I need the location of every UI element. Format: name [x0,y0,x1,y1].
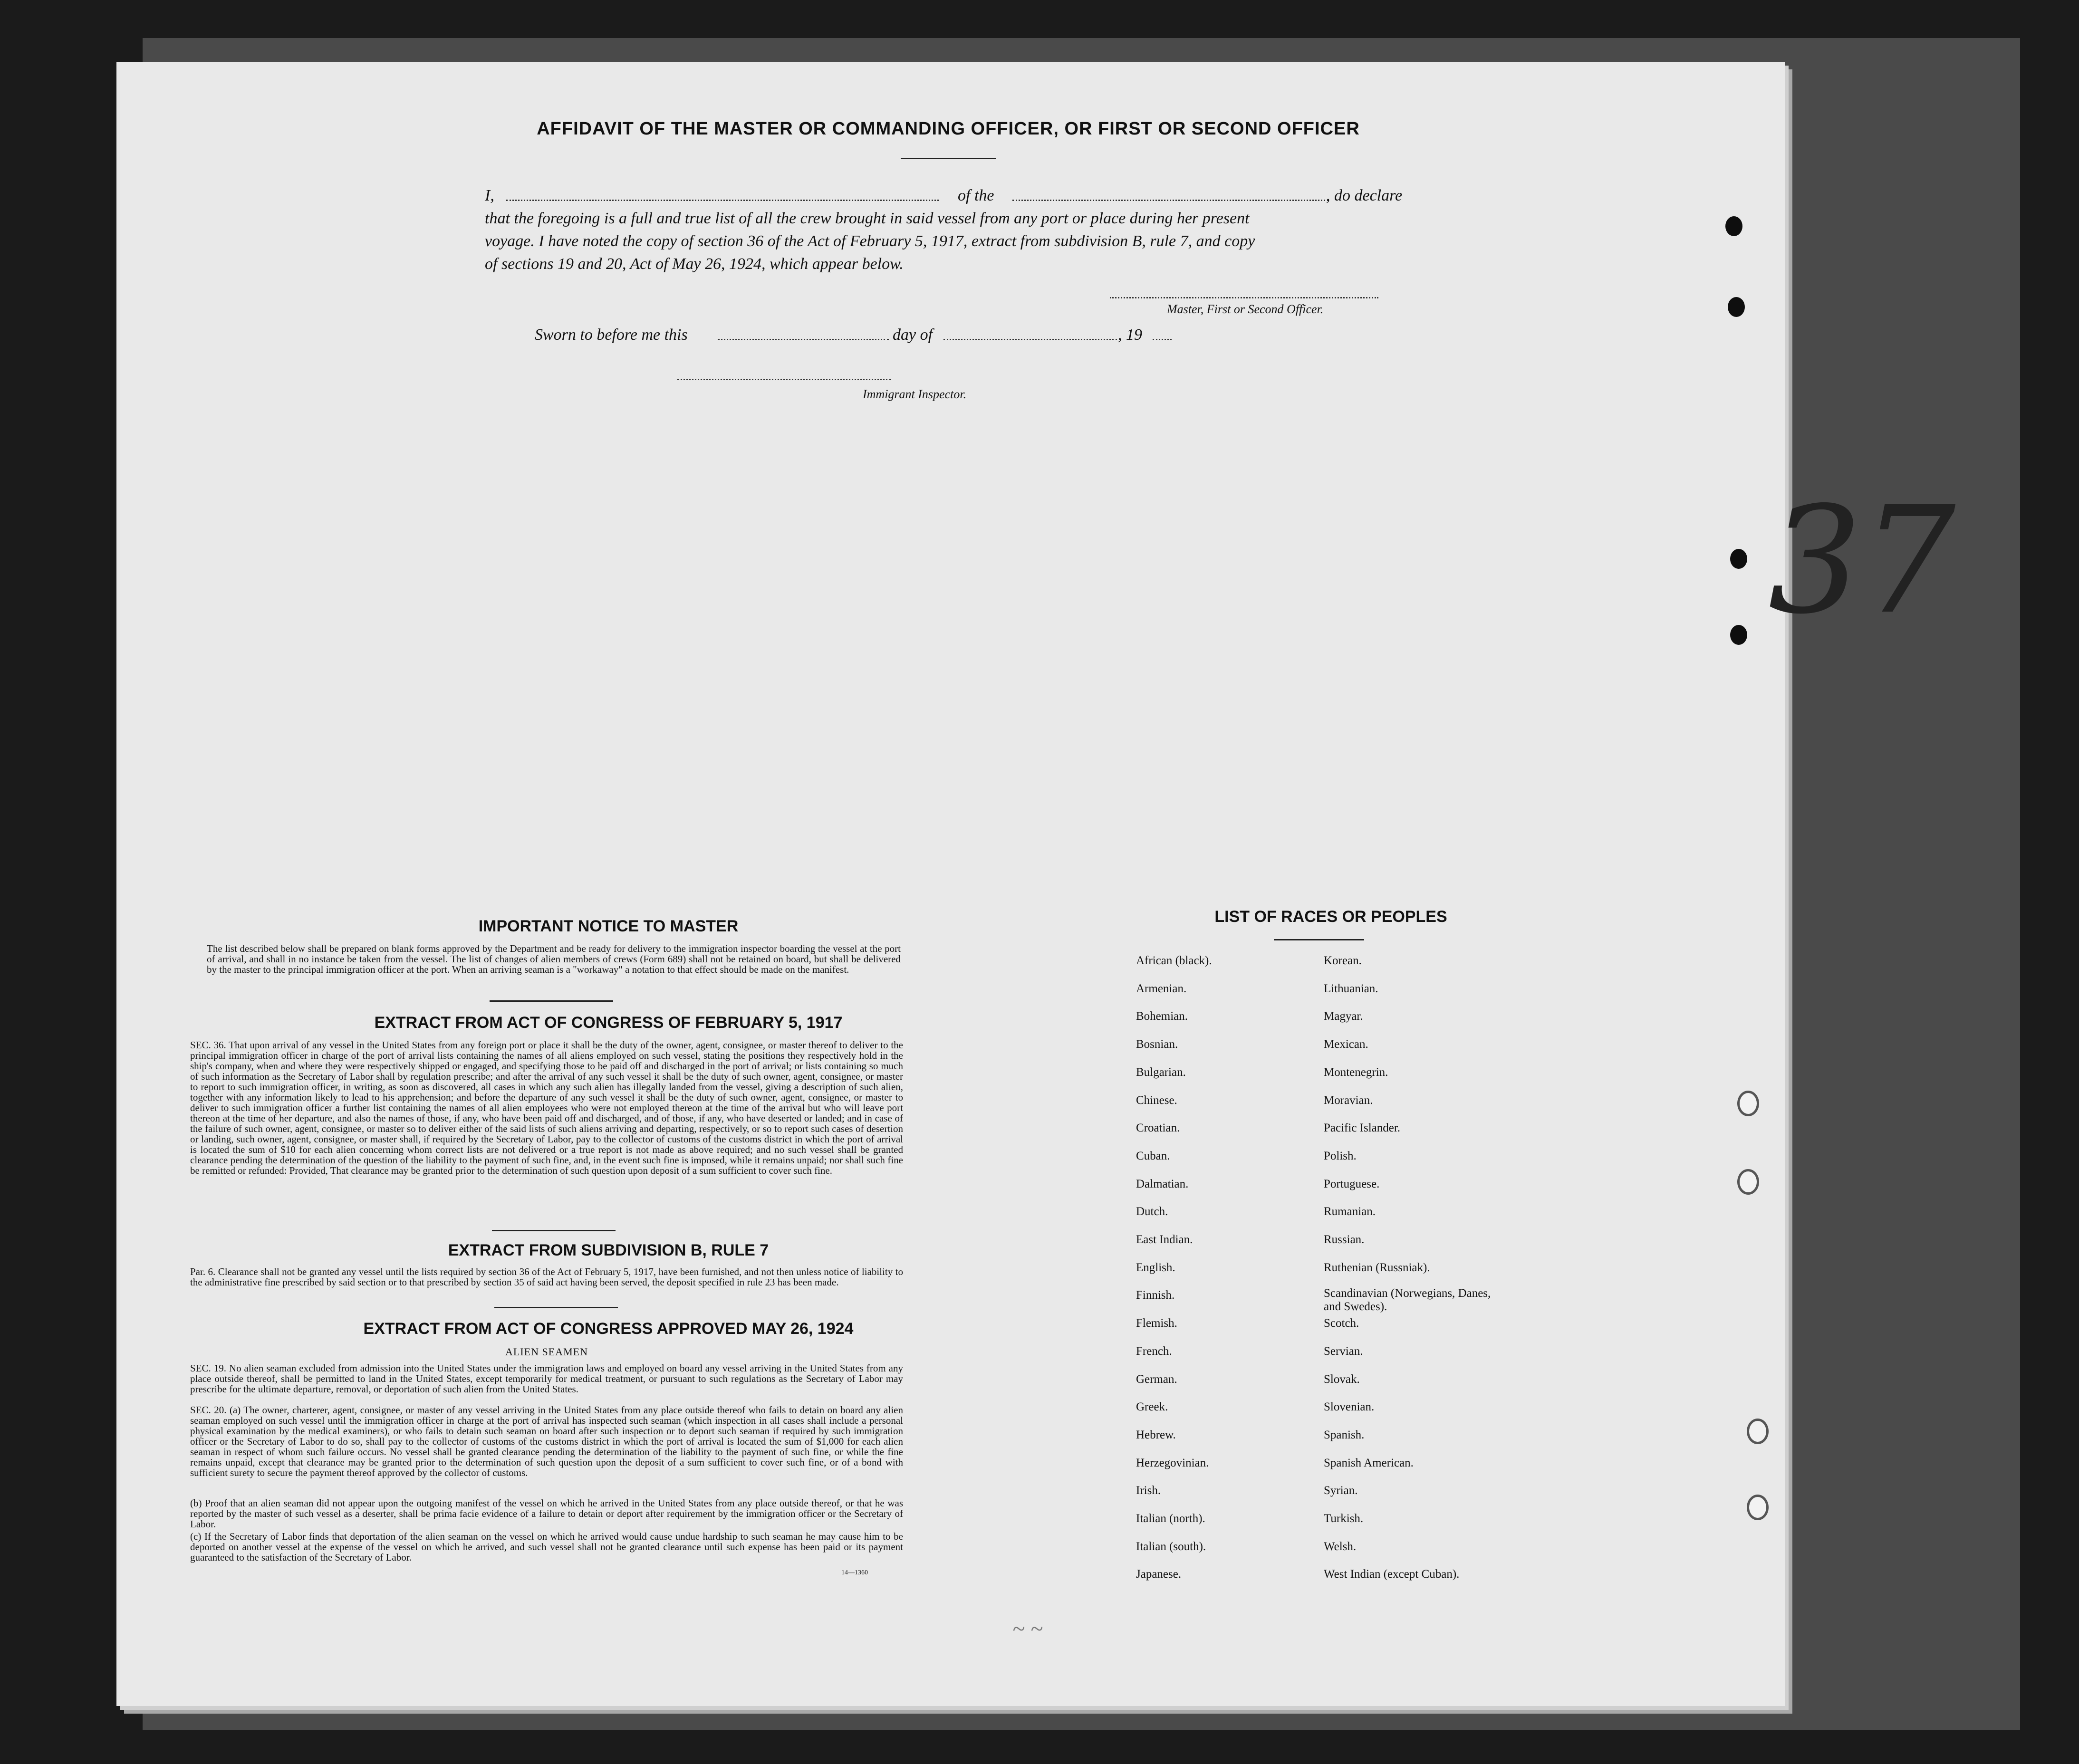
reinforcement-ring-icon [1737,1091,1759,1116]
race-item: African (black). [1136,954,1212,967]
race-item: Slovak. [1324,1373,1360,1386]
race-item: Flemish. [1136,1317,1177,1330]
extract-1917-divider [492,1230,616,1231]
alien-seamen-subtitle: ALIEN SEAMEN [505,1346,588,1358]
race-item: Italian (north). [1136,1512,1205,1525]
master-signature-line [1110,297,1378,298]
race-item: Dutch. [1136,1205,1168,1218]
vessel-blank [1012,200,1328,201]
affidavit-line-2: that the foregoing is a full and true list of all the crew brought in said vessel from any port or place during her present [485,210,1250,227]
reinforcement-ring-icon [1737,1169,1759,1195]
race-item: Turkish. [1324,1512,1364,1525]
race-item: Scotch. [1324,1317,1359,1330]
race-item: Finnish. [1136,1289,1175,1302]
race-item: Portuguese. [1324,1178,1380,1190]
race-item: Bulgarian. [1136,1066,1186,1079]
race-item: Cuban. [1136,1150,1170,1162]
extract-1924-title: EXTRACT FROM ACT OF CONGRESS APPROVED MAY 26, 1924 [363,1320,854,1338]
sworn-year: , 19 [1118,326,1142,344]
sec-20a-body: SEC. 20. (a) The owner, charterer, agent, consignee, or master of any vessel arriving in the United States from any place outside thereof who fails to detain on board any alien seaman employed on such vessel until the immigration officer in charge at the port of arrival has inspected such seaman (which inspection in all cases shall include a personal physical examination by the medical examiners), or who fails to detain such seaman on board after such inspection or to deport such seaman if required by such immigration officer or the Secretary of Labor to do so, shall pay to the collector of customs of the customs district in which the port of arrival is located the sum of $1,000 for each alien seaman in respect of whom such failure occurs. No vessel shall be granted clearance pending the determination of the liability to the payment of such fine, or while the fine remains unpaid, except that clearance may be granted prior to the determination of such question upon the deposit of a sum sufficient to cover such fine, or of a bond with sufficient surety to secure the payment thereof approved by the collector of customs. [190,1404,903,1478]
name-blank [506,200,939,201]
affidavit-line-3: voyage. I have noted the copy of section 36 of the Act of February 5, 1917, extract from subdivision B, rule 7, and copy [485,232,1255,250]
sworn-year-blank [1153,339,1172,340]
notice-body: The list described below shall be prepared on blank forms approved by the Department and be ready for delivery to the immigration inspector boarding the vessel at the port of arrival, and shall in no instance be taken from the vessel. The list of changes of alien members of crews (Form 689) shall not be retained on board, but shall be delivered by the master to the principal immigration officer at the port. When an arriving seaman is a "workaway" a notation to that effect should be made on the manifest. [207,943,901,975]
race-item: Irish. [1136,1484,1161,1497]
reinforcement-ring-icon [1747,1495,1769,1520]
race-item: Chinese. [1136,1094,1177,1107]
affidavit-line-4: of sections 19 and 20, Act of May 26, 1924, which appear below. [485,255,904,273]
race-item: Lithuanian. [1324,982,1378,995]
handwritten-number: 37 [1768,475,1956,647]
binder-hole-icon [1730,549,1747,569]
binder-hole-icon [1725,216,1742,236]
race-item: French. [1136,1345,1172,1358]
race-item: Croatian. [1136,1122,1180,1134]
margin-scribble: ~ ~ [1012,1616,1043,1641]
race-item: Herzegovinian. [1136,1457,1209,1469]
sec-20b-body: (b) Proof that an alien seaman did not appear upon the outgoing manifest of the vessel on which he arrived in the United States from any place outside thereof, or that he was reported by the master of such vessel as a deserter, shall be prima facie evidence of a failure to detain or deport after requirement by the immigration officer or the Secretary of Labor. [190,1497,903,1530]
sec-20c-body: (c) If the Secretary of Labor finds that deportation of the alien seaman on the vessel on which he arrived would cause undue hardship to such seaman he may cause him to be deported on another vessel at the expense of the vessel on which he arrived, and such vessel shall not be granted clearance until such expense has been paid or its payment guaranteed to the satisfaction of the Secretary of Labor. [190,1531,903,1563]
races-title: LIST OF RACES OR PEOPLES [1214,908,1447,926]
race-item: Italian (south). [1136,1540,1206,1553]
form-number: 14—1360 [841,1569,868,1576]
race-item: Dalmatian. [1136,1178,1189,1190]
race-item: Mexican. [1324,1038,1368,1051]
sec-19-body: SEC. 19. No alien seaman excluded from admission into the United States under the immigration laws and employed on board any vessel arriving in the United States from any place outside thereof, shall be permitted to land in the United States, except temporarily for medical treatment, or pursuant to such regulations as the Secretary of Labor may prescribe for the ultimate departure, removal, or deportation of such alien from the United States. [190,1362,903,1395]
race-item: Greek. [1136,1400,1168,1413]
sworn-day-blank [718,339,889,340]
race-item: Moravian. [1324,1094,1373,1107]
sworn-month-blank [943,339,1117,340]
races-title-underline [1274,939,1364,940]
race-item: Rumanian. [1324,1205,1376,1218]
binder-hole-icon [1728,297,1745,317]
race-item: Pacific Islander. [1324,1122,1401,1134]
subdivision-b-title: EXTRACT FROM SUBDIVISION B, RULE 7 [448,1241,769,1259]
notice-title: IMPORTANT NOTICE TO MASTER [478,917,739,935]
race-item: Welsh. [1324,1540,1357,1553]
race-item: Spanish. [1324,1428,1365,1441]
inspector-label: Immigrant Inspector. [863,387,967,401]
notice-divider [490,1000,613,1002]
race-item: Hebrew. [1136,1428,1176,1441]
binder-hole-icon [1730,625,1747,645]
race-item: Spanish American. [1324,1457,1414,1469]
race-item: Montenegrin. [1324,1066,1388,1079]
affidavit-title: AFFIDAVIT OF THE MASTER OR COMMANDING OFFICER, OR FIRST OR SECOND OFFICER [537,119,1360,139]
master-signature-label: Master, First or Second Officer. [1167,302,1324,316]
race-item: Syrian. [1324,1484,1358,1497]
sworn-day-of: day of [893,326,933,344]
race-item: Scandinavian (Norwegians, Danes, and Swedes). [1324,1287,1491,1313]
race-item: Korean. [1324,954,1362,967]
reinforcement-ring-icon [1747,1419,1769,1444]
race-item: Armenian. [1136,982,1187,995]
race-item: Bosnian. [1136,1038,1178,1051]
race-item: East Indian. [1136,1233,1193,1246]
subdivision-b-divider [494,1307,618,1308]
affidavit-i: I, [485,187,494,204]
race-item: Polish. [1324,1150,1357,1162]
affidavit-of-the: of the [958,187,994,204]
race-item: Bohemian. [1136,1010,1188,1023]
race-item: Japanese. [1136,1568,1182,1581]
race-item: English. [1136,1261,1175,1274]
race-item: Slovenian. [1324,1400,1375,1413]
sworn-prefix: Sworn to before me this [535,326,688,344]
race-item: Servian. [1324,1345,1363,1358]
extract-1917-title: EXTRACT FROM ACT OF CONGRESS OF FEBRUARY 5, 1917 [374,1014,843,1032]
affidavit-declare: , do declare [1326,187,1403,204]
race-item: German. [1136,1373,1177,1386]
extract-1917-body: SEC. 36. That upon arrival of any vessel in the United States from any foreign port or place it shall be the duty of the owner, agent, consignee, or master thereof to deliver to the principal immigration officer in charge of the port of arrival lists containing the names of all aliens employed on such vessel, stating the positions they respectively hold in the ship's company, when and where they were respectively shipped or engaged, and specifying those to be paid off and discharged in the port of arrival; or lists containing so much of such information as the Secretary of Labor shall by regulation prescribe; and after the arrival of any such vessel it shall be the duty of such owner, agent, consignee, or master to report to such immigration officer, in writing, as soon as discovered, all cases in which any such alien has illegally landed from the vessel, giving a description of such alien, together with any information likely to lead to his apprehension; and before the departure of any such vessel it shall be the duty of such owner, agent, consignee, or master to deliver to such immigration officer a further list containing the names of all alien employees who were not employed thereon at the time of the arrival but who will leave port thereon at the time of her departure, and also the names of those, if any, who have been paid off and discharged, and of those, if any, who have deserted or landed; and in case of the failure of such owner, agent, consignee, or master so to deliver either of the said lists of such aliens arriving and departing, respectively, or so to report such cases of desertion or landing, such owner, agent, consignee, or master shall, if required by the Secretary of Labor, pay to the collector of customs of the customs district in which the port of arrival is located the sum of $10 for each alien concerning whom correct lists are not delivered or a true report is not made as above required; and no such vessel shall be granted clearance pending the determination of the question of the liability to the payment of such fine, and, in the event such fine is imposed, while it remains unpaid; nor shall such fine be remitted or refunded: Provided, That clearance may be granted prior to the determination of such question upon deposit of a sum sufficient to cover such fine. [190,1039,903,1176]
subdivision-b-body: Par. 6. Clearance shall not be granted any vessel until the lists required by section 36 of the Act of February 5, 1917, have been furnished, and not then unless notice of liability to the administrative fine prescribed by said section or to that prescribed by section 35 of said act having been served, the deposit specified in rule 23 has been made. [190,1266,903,1288]
race-item: Magyar. [1324,1010,1363,1023]
race-item: Russian. [1324,1233,1365,1246]
race-item: West Indian (except Cuban). [1324,1568,1460,1581]
inspector-signature-line [677,379,891,380]
title-underline [901,158,996,159]
race-item: Ruthenian (Russniak). [1324,1261,1430,1274]
